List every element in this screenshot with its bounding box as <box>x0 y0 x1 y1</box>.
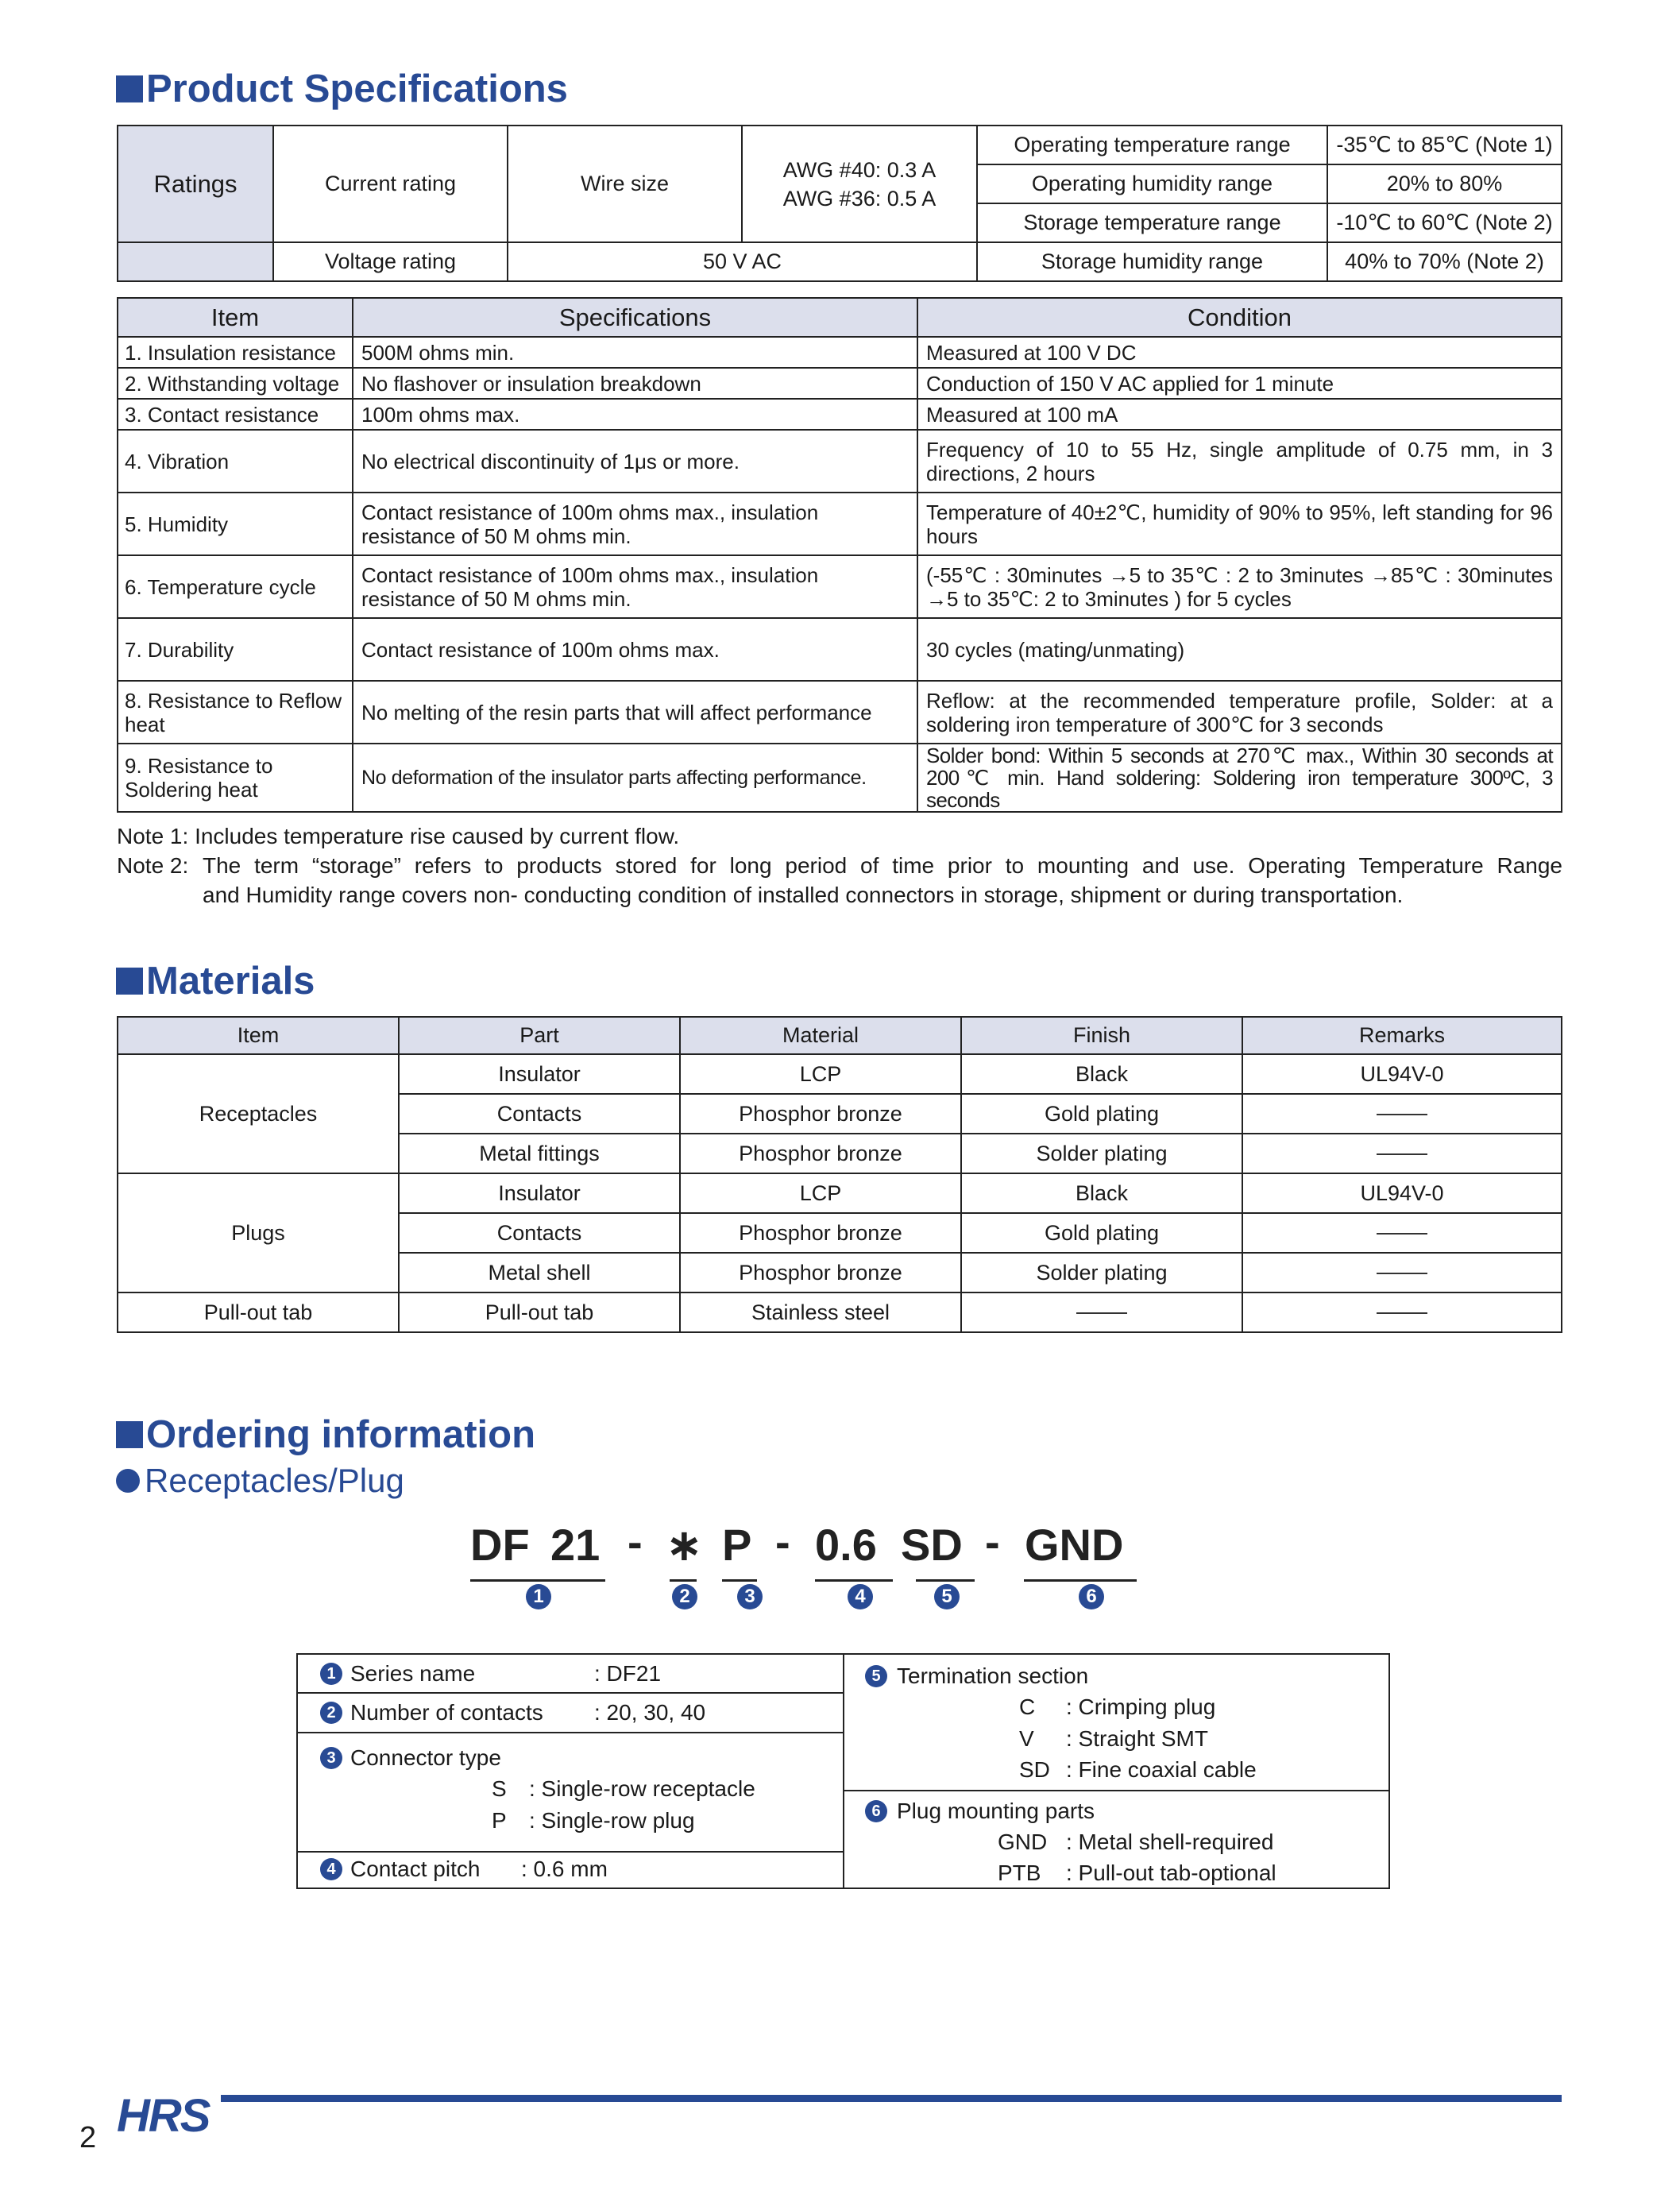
marker-4: 4 <box>848 1584 873 1609</box>
materials-remarks-empty <box>1242 1094 1562 1134</box>
circle-bullet-icon <box>116 1469 140 1493</box>
spec-condition: Solder bond: Within 5 seconds at 270℃ max., Within 30 seconds at 200℃ min. Hand soldering: Soldering iron temperature 300ºC, 3 seconds <box>917 744 1562 812</box>
marker-5: 5 <box>865 1665 887 1687</box>
spec-header-item: Item <box>118 298 353 337</box>
materials-remarks: UL94V-0 <box>1242 1054 1562 1094</box>
plug-mount-code: PTB <box>998 1860 1041 1885</box>
ordering-information-title: Ordering information <box>116 1412 535 1457</box>
code-underline <box>815 1579 893 1582</box>
materials-remarks-empty <box>1242 1292 1562 1332</box>
spec-condition: Temperature of 40±2℃, humidity of 90% to 95%, left standing for 96 hours <box>917 493 1562 555</box>
code-underline <box>916 1579 975 1582</box>
contacts-value: : 20, 30, 40 <box>594 1700 706 1725</box>
marker-3: 3 <box>320 1747 342 1769</box>
spec-value: Contact resistance of 100m ohms max., insulation resistance of 50 M ohms min. <box>353 493 917 555</box>
spec-condition: 30 cycles (mating/unmating) <box>917 618 1562 681</box>
spec-condition: Conduction of 150 V AC applied for 1 minute <box>917 368 1562 399</box>
termination-desc: : Straight SMT <box>1066 1726 1208 1751</box>
ordering-divider <box>843 1653 844 1889</box>
spec-condition: Measured at 100 mA <box>917 399 1562 430</box>
marker-1: 1 <box>320 1663 342 1685</box>
materials-finish: Black <box>961 1054 1242 1094</box>
spec-item: 4. Vibration <box>118 430 353 493</box>
env-label: Storage humidity range <box>977 242 1327 281</box>
square-bullet-icon <box>116 1421 143 1448</box>
voltage-rating-value: 50 V AC <box>508 242 977 281</box>
code-series-number: 21 <box>550 1520 601 1570</box>
spec-value: Contact resistance of 100m ohms max. <box>353 618 917 681</box>
awg-values: AWG #40: 0.3 A AWG #36: 0.5 A <box>742 126 977 242</box>
materials-header-material: Material <box>680 1017 961 1054</box>
materials-part: Insulator <box>399 1054 680 1094</box>
code-dash: - <box>985 1517 1000 1567</box>
termination-desc: : Fine coaxial cable <box>1066 1757 1257 1782</box>
materials-remarks-empty <box>1242 1213 1562 1253</box>
materials-header-remarks: Remarks <box>1242 1017 1562 1054</box>
materials-material: Phosphor bronze <box>680 1094 961 1134</box>
voltage-rating-label: Voltage rating <box>273 242 508 281</box>
env-value: 40% to 70% (Note 2) <box>1327 242 1562 281</box>
spec-condition: Measured at 100 V DC <box>917 337 1562 368</box>
spec-item: 8. Resistance to Reflow heat <box>118 681 353 744</box>
materials-finish: Solder plating <box>961 1134 1242 1173</box>
code-dash: - <box>775 1517 790 1567</box>
marker-2: 2 <box>672 1584 697 1609</box>
dash-icon <box>1377 1312 1427 1314</box>
materials-material: Phosphor bronze <box>680 1253 961 1292</box>
ordering-divider <box>296 1692 844 1694</box>
materials-remarks-empty <box>1242 1253 1562 1292</box>
spec-item: 3. Contact resistance <box>118 399 353 430</box>
current-rating-label: Current rating <box>273 126 508 242</box>
connector-type-code: S <box>492 1776 507 1801</box>
contacts-label: Number of contacts <box>350 1700 543 1725</box>
marker-5: 5 <box>934 1584 960 1609</box>
materials-group-item: Pull-out tab <box>118 1292 399 1332</box>
spec-header-condition: Condition <box>917 298 1562 337</box>
note-1: Note 1: Includes temperature rise caused by current flow. <box>117 824 680 848</box>
env-label: Operating temperature range <box>977 126 1327 164</box>
spec-condition: Reflow: at the recommended temperature profile, Solder: at a soldering iron temperature of 300℃ for 3 seconds <box>917 681 1562 744</box>
marker-4: 4 <box>320 1858 342 1880</box>
series-name-value: : DF21 <box>594 1661 662 1686</box>
env-label: Operating humidity range <box>977 164 1327 203</box>
product-specifications-title: Product Specifications <box>116 67 568 111</box>
materials-part: Metal shell <box>399 1253 680 1292</box>
materials-finish-empty <box>961 1292 1242 1332</box>
materials-part: Contacts <box>399 1094 680 1134</box>
spec-item: 5. Humidity <box>118 493 353 555</box>
marker-3: 3 <box>737 1584 763 1609</box>
spec-value: 500M ohms min. <box>353 337 917 368</box>
materials-part: Metal fittings <box>399 1134 680 1173</box>
code-series: DF <box>470 1520 530 1570</box>
materials-table <box>117 1016 1562 1333</box>
materials-header-part: Part <box>399 1017 680 1054</box>
spec-value: No melting of the resin parts that will affect performance <box>353 681 917 744</box>
materials-part: Pull-out tab <box>399 1292 680 1332</box>
materials-finish: Solder plating <box>961 1253 1242 1292</box>
spec-value: Contact resistance of 100m ohms max., insulation resistance of 50 M ohms min. <box>353 555 917 618</box>
materials-header-finish: Finish <box>961 1017 1242 1054</box>
footer-bar <box>221 2095 1562 2102</box>
code-pitch: 0.6 <box>815 1520 877 1570</box>
materials-material: Stainless steel <box>680 1292 961 1332</box>
env-value: -35℃ to 85℃ (Note 1) <box>1327 126 1562 164</box>
spec-value: No electrical discontinuity of 1μs or more. <box>353 430 917 493</box>
termination-label: Termination section <box>897 1663 1089 1688</box>
connector-type-code: P <box>492 1808 507 1833</box>
square-bullet-icon <box>116 75 143 102</box>
materials-group-item: Receptacles <box>118 1054 399 1173</box>
materials-material: LCP <box>680 1054 961 1094</box>
materials-remarks-empty <box>1242 1134 1562 1173</box>
materials-finish: Gold plating <box>961 1094 1242 1134</box>
env-value: 20% to 80% <box>1327 164 1562 203</box>
plug-mount-desc: : Metal shell-required <box>1066 1830 1274 1854</box>
spec-table <box>117 297 1562 813</box>
termination-code: V <box>1019 1726 1034 1751</box>
code-plug-mount: GND <box>1025 1520 1124 1570</box>
materials-finish: Gold plating <box>961 1213 1242 1253</box>
materials-title: Materials <box>116 959 315 1003</box>
materials-header-item: Item <box>118 1017 399 1054</box>
termination-desc: : Crimping plug <box>1066 1694 1216 1719</box>
materials-remarks: UL94V-0 <box>1242 1173 1562 1213</box>
spec-item: 1. Insulation resistance <box>118 337 353 368</box>
square-bullet-icon <box>116 968 143 995</box>
hrs-logo: HRS <box>117 2090 210 2142</box>
spec-item: 2. Withstanding voltage <box>118 368 353 399</box>
materials-group-item: Plugs <box>118 1173 399 1292</box>
code-contacts: ∗ <box>666 1520 703 1570</box>
materials-part: Insulator <box>399 1173 680 1213</box>
ratings-shade-cell <box>118 242 273 281</box>
spec-item: 7. Durability <box>118 618 353 681</box>
code-termination: SD <box>901 1520 963 1570</box>
materials-finish: Black <box>961 1173 1242 1213</box>
spec-condition: (-55℃ : 30minutes →5 to 35℃ : 2 to 3minutes →85℃ : 30minutes →5 to 35℃: 2 to 3minutes ) for 5 cycles <box>917 555 1562 618</box>
pitch-value: : 0.6 mm <box>521 1857 608 1881</box>
code-underline <box>470 1579 605 1582</box>
ordering-divider <box>843 1790 1390 1791</box>
materials-material: Phosphor bronze <box>680 1213 961 1253</box>
note-2-label: Note 2: <box>117 853 189 878</box>
env-label: Storage temperature range <box>977 203 1327 242</box>
env-value: -10℃ to 60℃ (Note 2) <box>1327 203 1562 242</box>
series-name-label: Series name <box>350 1661 476 1686</box>
dash-icon <box>1377 1114 1427 1115</box>
plug-mount-code: GND <box>998 1830 1048 1854</box>
materials-material: LCP <box>680 1173 961 1213</box>
page-number: 2 <box>79 2121 97 2154</box>
dash-icon <box>1076 1312 1127 1314</box>
note-2-line2: and Humidity range covers non- conducting condition of installed connectors in storage, shipment or during transportation. <box>203 883 1404 907</box>
code-underline <box>1024 1579 1137 1582</box>
code-underline <box>722 1579 757 1582</box>
marker-6: 6 <box>1079 1584 1104 1609</box>
marker-2: 2 <box>320 1702 342 1724</box>
note-2-line1: The term “storage” refers to products stored for long period of time prior to mounting and use. Operating Temperature Range <box>203 853 1562 878</box>
ordering-divider <box>296 1732 844 1733</box>
plug-mount-desc: : Pull-out tab-optional <box>1066 1860 1276 1885</box>
dash-icon <box>1377 1233 1427 1235</box>
wire-size-label: Wire size <box>508 126 742 242</box>
connector-type-desc: : Single-row receptacle <box>529 1776 755 1801</box>
spec-header-specifications: Specifications <box>353 298 917 337</box>
code-connector-type: P <box>722 1520 752 1570</box>
termination-code: C <box>1019 1694 1036 1719</box>
dash-icon <box>1377 1273 1427 1274</box>
ratings-table <box>117 125 1562 282</box>
ordering-divider <box>296 1851 844 1853</box>
materials-part: Contacts <box>399 1213 680 1253</box>
receptacles-plug-subtitle: Receptacles/Plug <box>116 1462 404 1500</box>
marker-6: 6 <box>865 1800 887 1822</box>
ratings-label: Ratings <box>118 126 273 242</box>
code-dash: - <box>628 1517 643 1567</box>
termination-code: SD <box>1019 1757 1050 1782</box>
code-underline <box>670 1579 697 1582</box>
spec-value: 100m ohms max. <box>353 399 917 430</box>
spec-item: 9. Resistance to Soldering heat <box>118 744 353 812</box>
connector-type-desc: : Single-row plug <box>529 1808 695 1833</box>
pitch-label: Contact pitch <box>350 1857 481 1881</box>
plug-mount-label: Plug mounting parts <box>897 1799 1095 1823</box>
marker-1: 1 <box>526 1584 551 1609</box>
spec-condition: Frequency of 10 to 55 Hz, single amplitude of 0.75 mm, in 3 directions, 2 hours <box>917 430 1562 493</box>
spec-value: No deformation of the insulator parts affecting performance. <box>353 744 917 812</box>
materials-material: Phosphor bronze <box>680 1134 961 1173</box>
dash-icon <box>1377 1153 1427 1155</box>
connector-type-label: Connector type <box>350 1745 501 1770</box>
spec-value: No flashover or insulation breakdown <box>353 368 917 399</box>
spec-item: 6. Temperature cycle <box>118 555 353 618</box>
